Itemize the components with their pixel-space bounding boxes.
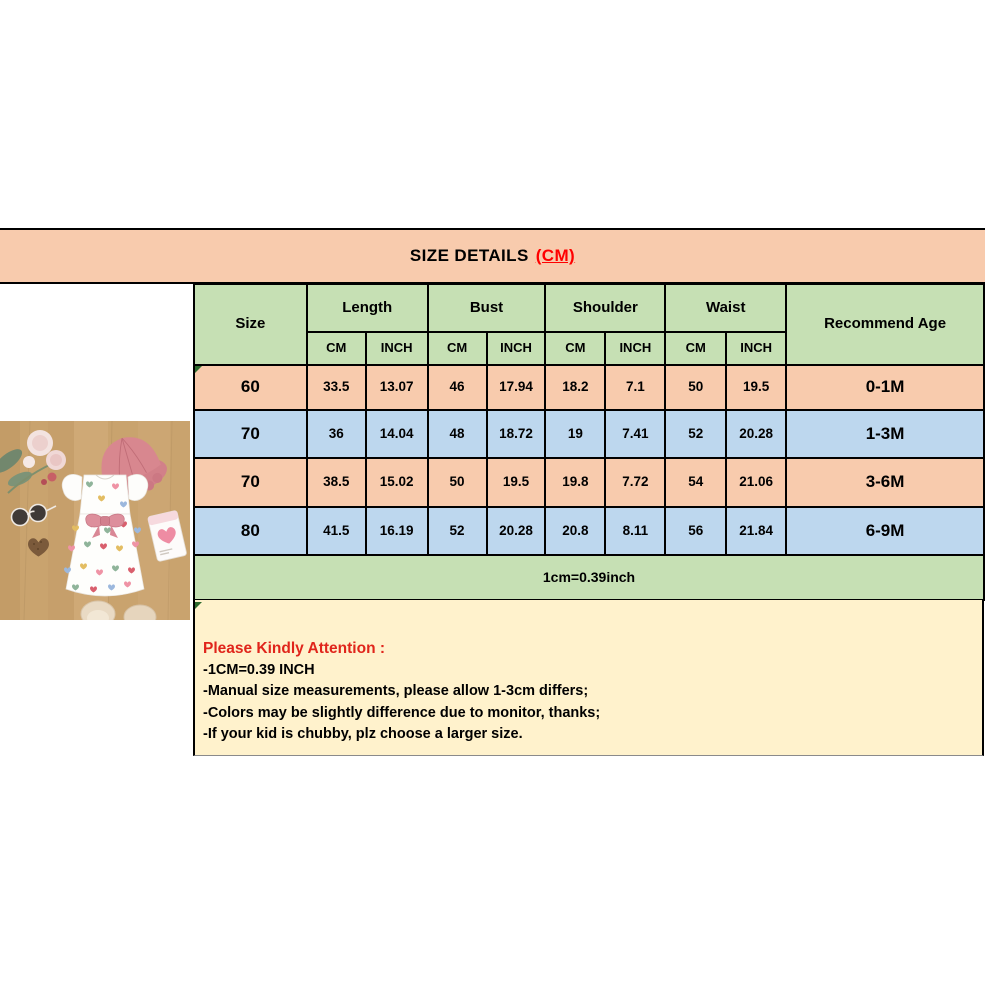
size-table: [193, 283, 985, 601]
subheader-shoulder-cm: CM: [545, 332, 605, 365]
cell-bust-inch: 18.72: [487, 410, 546, 458]
cell-length-inch: 14.04: [366, 410, 428, 458]
subheader-bust-inch: INCH: [487, 332, 546, 365]
subheader-length-cm: CM: [307, 332, 366, 365]
cell-shoulder-cm: 19: [545, 410, 605, 458]
cell-bust-cm: 46: [428, 365, 487, 410]
col-header-length: Length: [307, 284, 428, 332]
cell-shoulder-cm: 20.8: [545, 507, 605, 555]
cell-bust-cm: 52: [428, 507, 487, 555]
conversion-note: 1cm=0.39inch: [194, 555, 984, 600]
cell-shoulder-inch: 7.72: [605, 458, 665, 507]
size-details-title-bar: [0, 228, 985, 284]
cell-length-inch: 16.19: [366, 507, 428, 555]
cell-waist-cm: 50: [665, 365, 726, 410]
attention-line-1: -1CM=0.39 INCH: [203, 661, 315, 678]
cell-recommend-age: 6-9M: [786, 507, 984, 555]
subheader-waist-inch: INCH: [726, 332, 786, 365]
col-header-recommend-age: Recommend Age: [786, 284, 984, 365]
attention-line-3: -Colors may be slightly difference due to monitor, thanks;: [203, 704, 601, 721]
cell-length-cm: 33.5: [307, 365, 366, 410]
cell-waist-cm: 54: [665, 458, 726, 507]
attention-notes: [193, 600, 984, 756]
cell-waist-cm: 56: [665, 507, 726, 555]
size-row-80: [194, 507, 984, 555]
size-row-60: [194, 365, 984, 410]
subheader-length-inch: INCH: [366, 332, 428, 365]
col-header-bust: Bust: [428, 284, 546, 332]
cell-corner-indicator: [195, 366, 202, 373]
col-header-size: Size: [194, 284, 307, 365]
cell-length-cm: 36: [307, 410, 366, 458]
cell-recommend-age: 3-6M: [786, 458, 984, 507]
cell-waist-inch: 21.84: [726, 507, 786, 555]
cell-waist-inch: 21.06: [726, 458, 786, 507]
subheader-waist-cm: CM: [665, 332, 726, 365]
cell-bust-inch: 17.94: [487, 365, 546, 410]
cell-length-cm: 38.5: [307, 458, 366, 507]
cell-size: 80: [194, 507, 307, 555]
cell-waist-inch: 20.28: [726, 410, 786, 458]
col-header-waist: Waist: [665, 284, 786, 332]
col-header-shoulder: Shoulder: [545, 284, 665, 332]
cell-size: 60: [194, 365, 307, 410]
cell-corner-indicator: [195, 602, 202, 609]
cell-shoulder-inch: 7.1: [605, 365, 665, 410]
cell-shoulder-inch: 8.11: [605, 507, 665, 555]
cell-recommend-age: 0-1M: [786, 365, 984, 410]
cell-bust-cm: 48: [428, 410, 487, 458]
cell-shoulder-inch: 7.41: [605, 410, 665, 458]
size-row-70a: [194, 410, 984, 458]
subheader-bust-cm: CM: [428, 332, 487, 365]
size-details-title: SIZE DETAILS: [409, 246, 529, 265]
attention-line-4: -If your kid is chubby, plz choose a larger size.: [203, 726, 523, 742]
cell-bust-inch: 19.5: [487, 458, 546, 507]
cell-bust-cm: 50: [428, 458, 487, 507]
size-details-unit: (CM): [535, 246, 576, 265]
product-photo: [0, 421, 190, 620]
cell-length-inch: 15.02: [366, 458, 428, 507]
size-row-70b: [194, 458, 984, 507]
cell-shoulder-cm: 19.8: [545, 458, 605, 507]
cell-recommend-age: 1-3M: [786, 410, 984, 458]
subheader-shoulder-inch: INCH: [605, 332, 665, 365]
cell-size: 70: [194, 410, 307, 458]
cell-shoulder-cm: 18.2: [545, 365, 605, 410]
cell-size: 70: [194, 458, 307, 507]
cell-length-cm: 41.5: [307, 507, 366, 555]
cell-bust-inch: 20.28: [487, 507, 546, 555]
cell-waist-inch: 19.5: [726, 365, 786, 410]
cell-length-inch: 13.07: [366, 365, 428, 410]
cell-waist-cm: 52: [665, 410, 726, 458]
attention-title: Please Kindly Attention :: [203, 640, 386, 657]
attention-line-2: -Manual size measurements, please allow 1-3cm differs;: [203, 683, 589, 699]
